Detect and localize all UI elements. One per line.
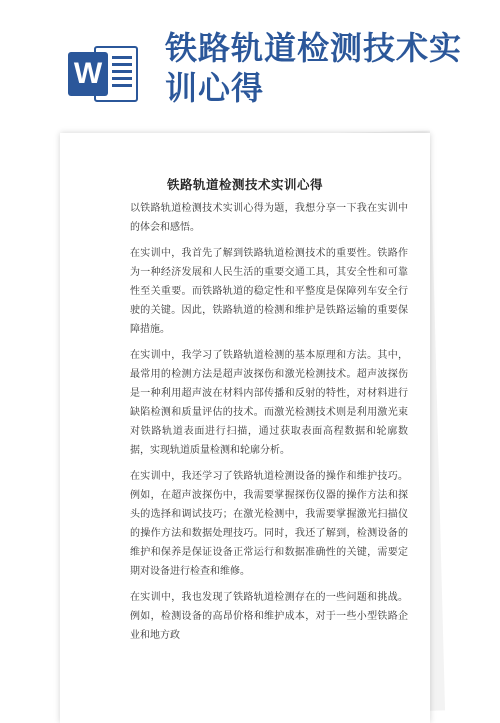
- document-lines-shape: [112, 56, 132, 91]
- paragraph: 在实训中，我学习了铁路轨道检测的基本原理和方法。其中，最常用的检测方法是超声波探伤和激光检测技术。超声波探伤是一种利用超声波在材料内部传播和反射的特性，对材料进行缺陷检测和质量评估的技术。而激光检测技术则是利用激光束对铁路轨道表面进行扫描，通过获取表面高程数据和轮廓数据，实现轨道质量检测和轮廓分析。: [130, 350, 408, 456]
- document-title: 铁路轨道检测技术实训心得: [166, 177, 323, 192]
- document-page: [60, 133, 430, 723]
- paragraph: 以铁路轨道检测技术实训心得为题，我想分享一下我在实训中的体会和感悟。: [130, 203, 408, 233]
- paragraph: 在实训中，我首先了解到铁路轨道检测技术的重要性。铁路作为一种经济发展和人民生活的重要交通工具，其安全性和可靠性至关重要。而铁路轨道的稳定性和平整度是保障列车安全行驶的关键。因此，铁路轨道的检测和维护是铁路运输的重要保障措施。: [130, 248, 408, 335]
- paragraph: 在实训中，我也发现了铁路轨道检测存在的一些问题和挑战。例如，检测设备的高昂价格和维护成本，对于一些小型铁路企业和地方政: [130, 592, 408, 641]
- paragraph: 在实训中，我还学习了铁路轨道检测设备的操作和维护技巧。例如，在超声波探伤中，我需要掌握探伤仪器的操作方法和探头的选择和调试技巧；在激光检测中，我需要掌握激光扫描仪的操作方法和数据处理技巧。同时，我还了解到，检测设备的维护和保养是保证设备正常运行和数据准确性的关键，需要定期对设备进行检查和维修。: [130, 471, 408, 577]
- word-badge: W: [68, 52, 108, 96]
- header-banner: [0, 0, 500, 135]
- banner-title: 铁路轨道检测技术实训心得: [165, 29, 463, 107]
- document-body: [130, 199, 408, 652]
- word-document-icon: [68, 44, 140, 104]
